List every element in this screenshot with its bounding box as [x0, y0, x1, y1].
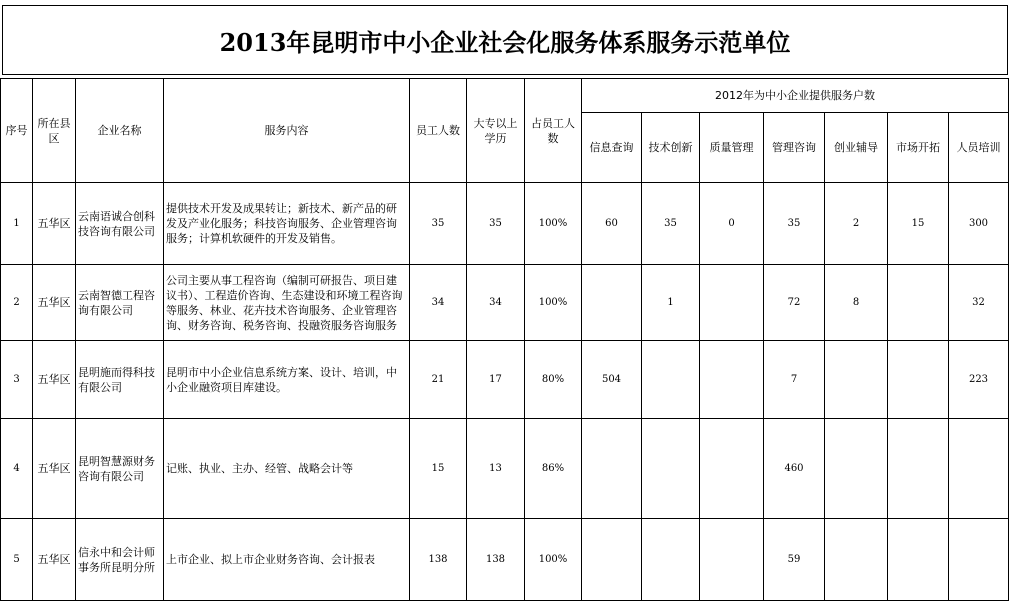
cell-services: 上市企业、拟上市企业财务咨询、会计报表: [164, 519, 410, 601]
cell-count: [582, 265, 642, 341]
cell-ratio: 86%: [525, 419, 582, 519]
cell-count: [582, 419, 642, 519]
cell-college: 34: [467, 265, 525, 341]
cell-count: [888, 519, 949, 601]
cell-college: 17: [467, 341, 525, 419]
header-index: 序号: [1, 79, 33, 183]
cell-count: 60: [582, 183, 642, 265]
header-company: 企业名称: [76, 79, 164, 183]
header-startup-coaching: 创业辅导: [825, 113, 888, 183]
cell-count: 8: [825, 265, 888, 341]
header-service-group: 2012年为中小企业提供服务户数: [582, 79, 1009, 113]
cell-district: 五华区: [33, 183, 76, 265]
header-market-dev: 市场开拓: [888, 113, 949, 183]
cell-ratio: 80%: [525, 341, 582, 419]
cell-employees: 34: [410, 265, 467, 341]
cell-count: [888, 265, 949, 341]
header-services: 服务内容: [164, 79, 410, 183]
table-row: [1, 341, 1009, 419]
header-ratio: 占员工人数: [525, 79, 582, 183]
cell-services: 提供技术开发及成果转让；新技术、新产品的研发及产业化服务；科技咨询服务、企业管理咨询服务；计算机软硬件的开发及销售。: [164, 183, 410, 265]
header-college: 大专以上学历: [467, 79, 525, 183]
cell-count: 15: [888, 183, 949, 265]
cell-services: 记账、执业、主办、经管、战略会计等: [164, 419, 410, 519]
table-row: [1, 519, 1009, 601]
header-employees: 员工人数: [410, 79, 467, 183]
cell-index: 2: [1, 265, 33, 341]
table-row: [1, 419, 1009, 519]
cell-count: 223: [949, 341, 1009, 419]
cell-count: [888, 341, 949, 419]
cell-count: [888, 419, 949, 519]
cell-company: 云南智德工程咨询有限公司: [76, 265, 164, 341]
cell-count: 32: [949, 265, 1009, 341]
cell-ratio: 100%: [525, 265, 582, 341]
header-tech-innovation: 技术创新: [642, 113, 700, 183]
cell-college: 35: [467, 183, 525, 265]
cell-index: 5: [1, 519, 33, 601]
cell-employees: 21: [410, 341, 467, 419]
cell-ratio: 100%: [525, 519, 582, 601]
cell-count: 460: [764, 419, 825, 519]
cell-services: 公司主要从事工程咨询（编制可研报告、项目建议书）、工程造价咨询、生态建设和环境工程咨询等服务、林业、花卉技术咨询服务、企业管理咨询、财务咨询、税务咨询、投融资服务咨询服务: [164, 265, 410, 341]
cell-count: 59: [764, 519, 825, 601]
cell-count: 300: [949, 183, 1009, 265]
cell-index: 3: [1, 341, 33, 419]
cell-employees: 15: [410, 419, 467, 519]
data-table: [0, 78, 1009, 601]
cell-company: 昆明智慧源财务咨询有限公司: [76, 419, 164, 519]
header-training: 人员培训: [949, 113, 1009, 183]
cell-district: 五华区: [33, 519, 76, 601]
cell-count: 35: [764, 183, 825, 265]
cell-count: 72: [764, 265, 825, 341]
cell-count: [642, 519, 700, 601]
cell-district: 五华区: [33, 341, 76, 419]
header-row-1: [1, 79, 1009, 113]
cell-count: [700, 341, 764, 419]
cell-count: [949, 519, 1009, 601]
table-row: [1, 265, 1009, 341]
cell-ratio: 100%: [525, 183, 582, 265]
header-info-query: 信息查询: [582, 113, 642, 183]
cell-count: 0: [700, 183, 764, 265]
cell-company: 昆明施而得科技有限公司: [76, 341, 164, 419]
cell-count: [642, 341, 700, 419]
cell-index: 4: [1, 419, 33, 519]
cell-employees: 138: [410, 519, 467, 601]
cell-employees: 35: [410, 183, 467, 265]
cell-count: [825, 519, 888, 601]
cell-count: 1: [642, 265, 700, 341]
cell-index: 1: [1, 183, 33, 265]
cell-count: [949, 419, 1009, 519]
cell-count: 504: [582, 341, 642, 419]
cell-count: [825, 419, 888, 519]
cell-company: 信永中和会计师事务所昆明分所: [76, 519, 164, 601]
cell-count: 35: [642, 183, 700, 265]
cell-college: 13: [467, 419, 525, 519]
cell-count: [582, 519, 642, 601]
header-mgmt-consulting: 管理咨询: [764, 113, 825, 183]
sheet-title: 2013年昆明市中小企业社会化服务体系服务示范单位: [2, 5, 1008, 75]
cell-count: [700, 265, 764, 341]
header-district: 所在县区: [33, 79, 76, 183]
cell-count: [642, 419, 700, 519]
cell-count: 2: [825, 183, 888, 265]
cell-count: [825, 341, 888, 419]
header-quality-mgmt: 质量管理: [700, 113, 764, 183]
cell-district: 五华区: [33, 265, 76, 341]
cell-college: 138: [467, 519, 525, 601]
cell-count: [700, 519, 764, 601]
cell-count: 7: [764, 341, 825, 419]
cell-company: 云南语诚合创科技咨询有限公司: [76, 183, 164, 265]
cell-services: 昆明市中小企业信息系统方案、设计、培训，中小企业融资项目库建设。: [164, 341, 410, 419]
table-row: [1, 183, 1009, 265]
cell-count: [700, 419, 764, 519]
cell-district: 五华区: [33, 419, 76, 519]
